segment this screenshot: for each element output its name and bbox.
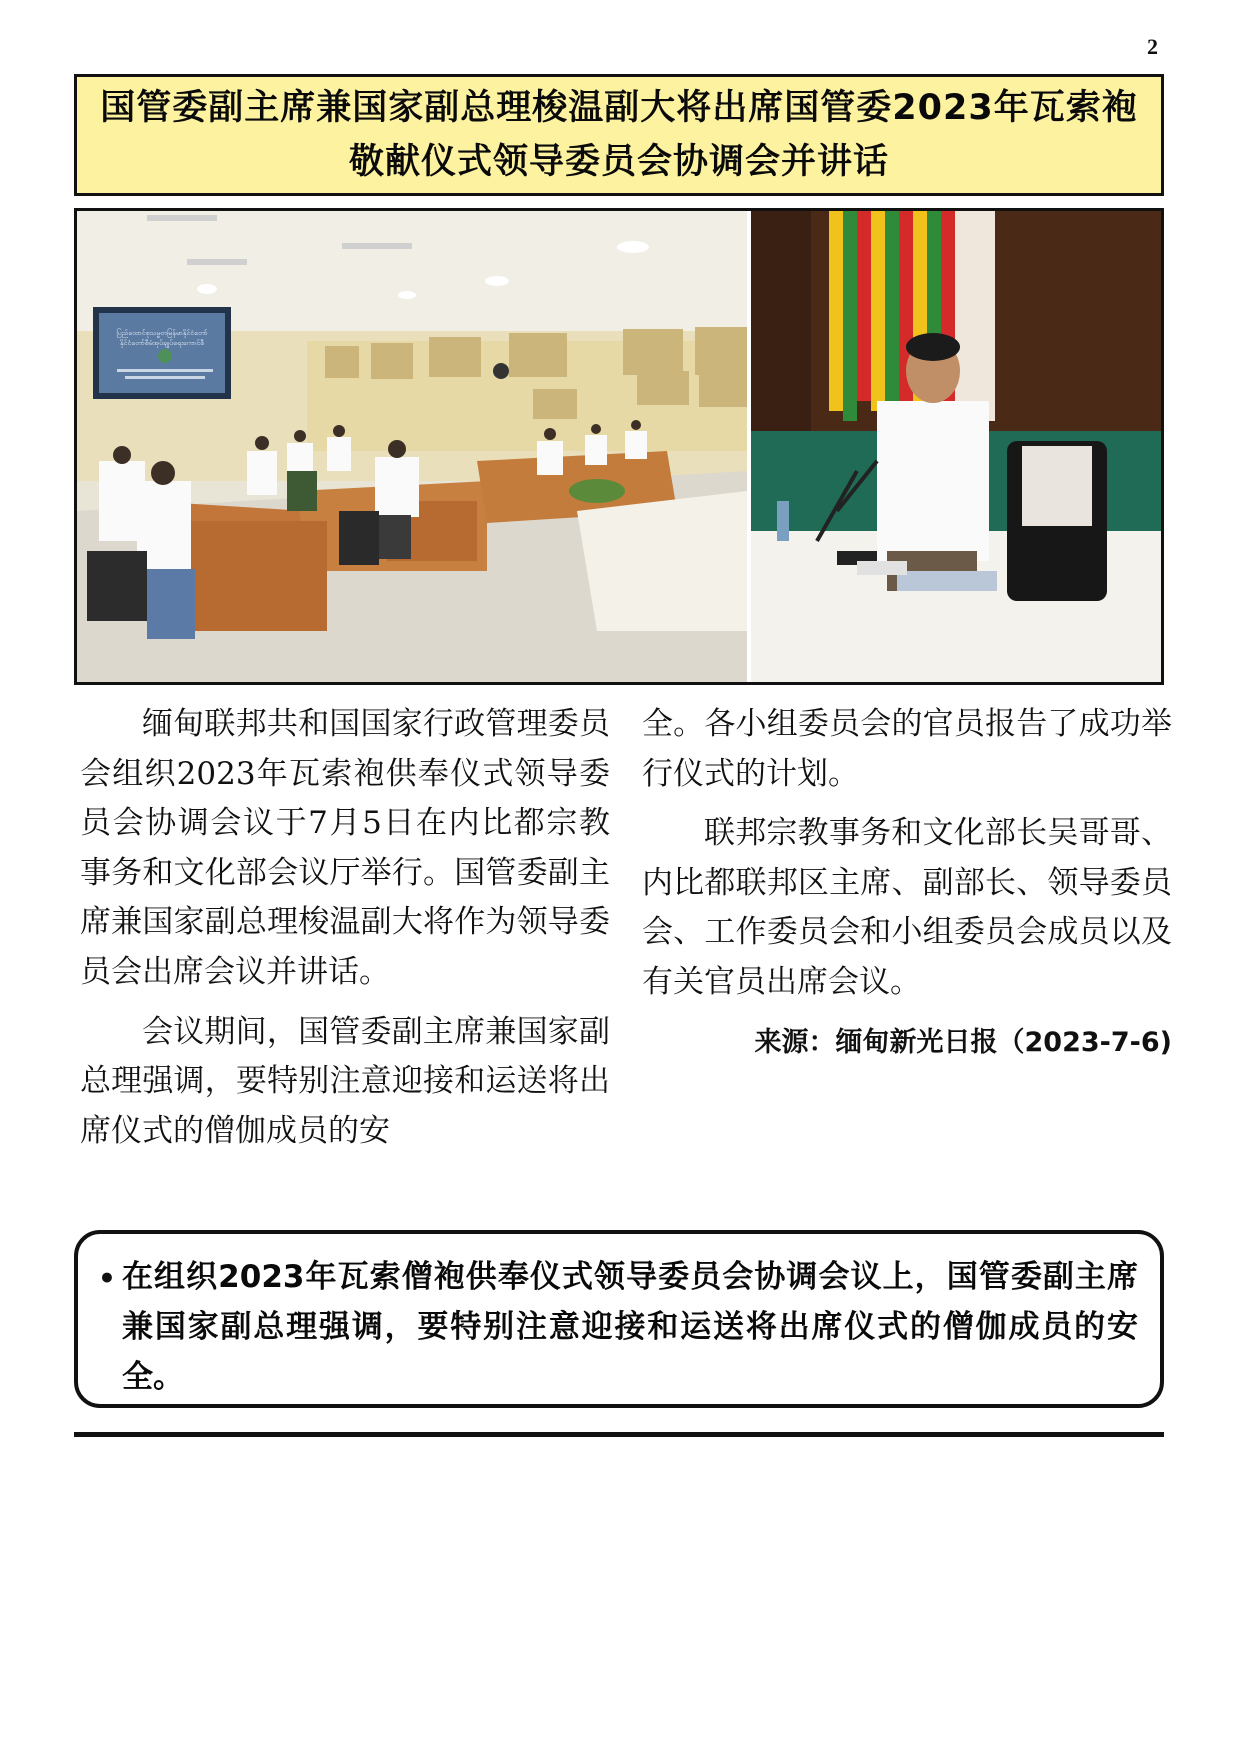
headline-line-1: 国管委副主席兼国家副总理梭温副大将出席国管委2023年瓦索袍: [100, 88, 1138, 128]
screen-caption-line-2: နိုင်ငံတော်စီမံအုပ်ချုပ်ရေးကောင်စီ: [119, 339, 205, 347]
screen-caption-line-1: ပြည်ထောင်စုသမ္မတမြန်မာနိုင်ငံတော်: [116, 329, 208, 337]
headline-line-2: 敬献仪式领导委员会协调会并讲话: [348, 142, 889, 182]
bullet-icon: •: [98, 1262, 116, 1295]
summary-text: 在组织2023年瓦索僧袍供奉仪式领导委员会协调会议上，国管委副主席兼国家副总理强调，要特别注意迎接和运送将出席仪式的僧伽成员的安全。: [122, 1259, 1138, 1395]
article-left-column: [80, 700, 610, 1166]
photo-frame: [74, 208, 1164, 685]
source-credit: 来源：缅甸新光日报（2023-7-6): [754, 1026, 1172, 1058]
article-paragraph-3: 联邦宗教事务和文化部长吴哥哥、内比都联邦区主席、副部长、领导委员会、工作委员会和小组委员会成员以及有关官员出席会议。: [642, 815, 1172, 1000]
article-paragraph-2: 会议期间，国管委副主席兼国家副总理强调，要特别注意迎接和运送将出席仪式的僧伽成员的安: [80, 1013, 610, 1149]
photo-collage: [77, 211, 1161, 682]
article-paragraph-1: 缅甸联邦共和国国家行政管理委员会组织2023年瓦索袍供奉仪式领导委员会协调会议于7月5日在内比都宗教事务和文化部会议厅举行。国管委副主席兼国家副总理梭温副大将作为领导委员会出席会议并讲话。: [80, 706, 610, 990]
footer-rule: [74, 1432, 1164, 1437]
page-number: 2: [1147, 34, 1158, 59]
headline-box: [74, 74, 1164, 196]
summary-box: [74, 1230, 1164, 1408]
article-right-column: [642, 700, 1172, 1067]
article-paragraph-2-continued: 全。各小组委员会的官员报告了成功举行仪式的计划。: [642, 706, 1172, 792]
meeting-hall-photo: [77, 211, 747, 682]
speaker-photo: [751, 211, 1161, 682]
